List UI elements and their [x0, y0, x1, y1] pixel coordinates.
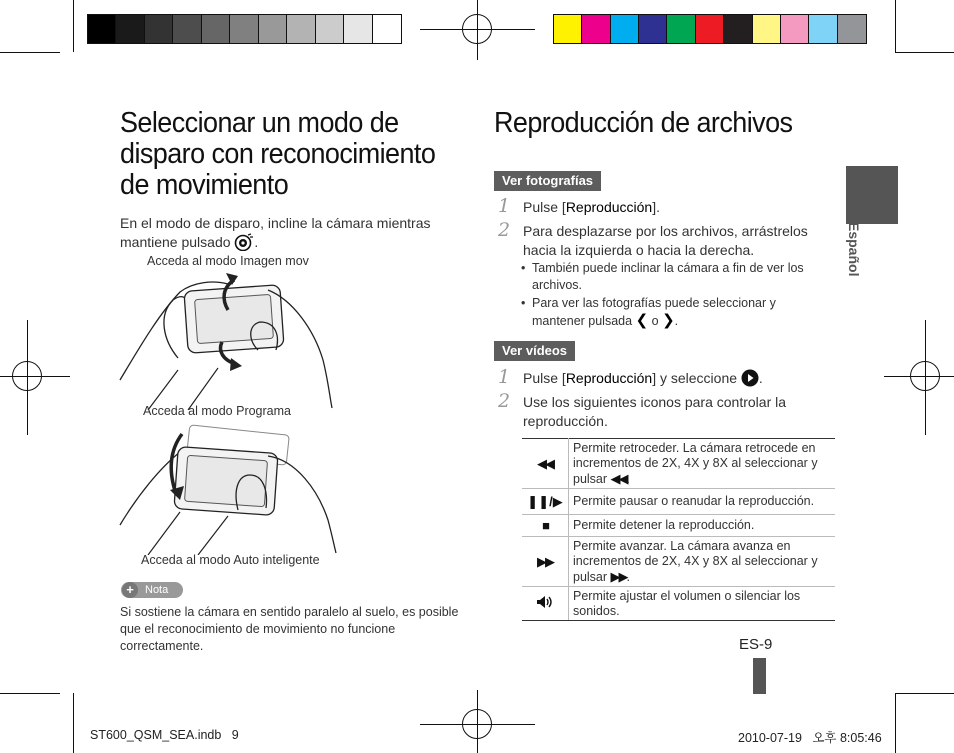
- photo-bullet-2-text: Para ver las fotografías puede seleccionar y mantener pulsada: [532, 296, 776, 328]
- caption-smart-auto-mode: Acceda al modo Auto inteligente: [141, 553, 320, 567]
- fast-forward-icon: ▶▶: [522, 537, 569, 587]
- page-number: ES-9: [739, 636, 773, 653]
- rewind-icon: ◀◀: [522, 439, 569, 489]
- gray-swatch: [116, 15, 144, 43]
- note-plus-icon: +: [122, 582, 138, 598]
- gray-swatch: [145, 15, 173, 43]
- table-row: [522, 537, 835, 587]
- photo-bullet-2: [532, 295, 832, 330]
- color-swatch: [582, 15, 610, 43]
- table-cell: Permite ajustar el volumen o silenciar los sonidos.: [569, 587, 836, 621]
- gray-swatch: [173, 15, 201, 43]
- color-swatch: [809, 15, 837, 43]
- video-step-2: Use los siguientes iconos para controlar la reproducción.: [523, 394, 787, 429]
- video-step-1: [523, 369, 833, 392]
- grayscale-color-bar: [87, 14, 402, 44]
- caption-program-mode: Acceda al modo Programa: [143, 404, 291, 418]
- motion-button-icon: [234, 233, 254, 256]
- illustration-tilt-vertical: [118, 270, 338, 410]
- gray-swatch: [287, 15, 315, 43]
- forward-tail: .: [626, 569, 631, 584]
- color-swatch: [639, 15, 667, 43]
- chevron-left-icon: ❮: [635, 312, 649, 329]
- color-swatch: [838, 15, 866, 43]
- photo-step-2: Para desplazarse por los archivos, arrástrelos hacia la izquierda o hacia la derecha.: [523, 223, 808, 258]
- gray-swatch: [230, 15, 258, 43]
- photo-step-1-post: ].: [652, 199, 660, 215]
- color-calibration-bar: [553, 14, 867, 44]
- color-swatch: [554, 15, 582, 43]
- language-tab-label: Español: [846, 222, 862, 277]
- stop-icon: ■: [522, 515, 569, 537]
- section-title-playback: Reproducción de archivos: [494, 107, 793, 139]
- photo-step-1-number: 1: [498, 195, 511, 217]
- forward-description: Permite avanzar. La cámara avanza en incrementos de 2X, 4X y 8X al seleccionar y pulsar: [573, 538, 818, 584]
- rewind-inline-icon: ◀◀: [610, 470, 627, 486]
- caption-movie-mode: Acceda al modo Imagen mov: [147, 254, 309, 268]
- video-step-1-end: .: [758, 370, 763, 386]
- section-label-videos: Ver vídeos: [494, 341, 575, 361]
- video-step-1-pre: Pulse [: [523, 370, 566, 386]
- photo-bullet-2-end: .: [674, 314, 679, 328]
- color-swatch: [724, 15, 752, 43]
- motion-intro: [120, 214, 460, 256]
- rewind-description: Permite retroceder. La cámara retrocede en incrementos de 2X, 4X y 8X al seleccionar y pulsar: [573, 440, 818, 486]
- volume-icon: [522, 587, 569, 621]
- language-tab-block: [846, 166, 898, 224]
- table-row: [522, 515, 835, 537]
- video-step-1-post: ] y seleccione: [652, 370, 738, 386]
- color-swatch: [753, 15, 781, 43]
- rewind-tail: .: [626, 471, 631, 486]
- section-title-motion: Seleccionar un modo de disparo con reconocimiento de movimiento: [120, 107, 436, 201]
- photo-step-1: [523, 198, 833, 217]
- motion-intro-end: .: [254, 234, 259, 250]
- color-swatch: [667, 15, 695, 43]
- motion-intro-text: En el modo de disparo, incline la cámara mientras mantiene pulsado: [120, 215, 431, 250]
- table-row: [522, 587, 835, 621]
- table-cell: [569, 439, 836, 489]
- gray-swatch: [344, 15, 372, 43]
- table-cell: Permite pausar o reanudar la reproducción.: [569, 489, 836, 515]
- photo-bullet-1: • También puede inclinar la cámara a fin de ver los archivos.: [532, 260, 832, 294]
- table-cell: [569, 537, 836, 587]
- photo-step-1-pre: Pulse [: [523, 199, 566, 215]
- photo-bullet-2-or: o: [651, 314, 659, 328]
- gray-swatch: [316, 15, 344, 43]
- illustration-tilt-horizontal: [118, 420, 338, 555]
- chevron-right-icon: ❯: [662, 312, 675, 329]
- note-badge: [121, 582, 183, 598]
- video-step-1-playback-key: Reproducción: [565, 370, 653, 386]
- color-swatch: [696, 15, 724, 43]
- note-label: Nota: [145, 584, 169, 596]
- photo-step-1-playback-key: Reproducción: [565, 199, 653, 215]
- video-step-1-number: 1: [498, 366, 511, 388]
- section-label-photos: Ver fotografías: [494, 171, 601, 191]
- photo-step-2-number: 2: [498, 219, 511, 241]
- footer-datetime: 2010-07-19 오후 8:05:46: [738, 731, 882, 745]
- table-cell: Permite detener la reproducción.: [569, 515, 836, 537]
- pause-play-icon: ❚❚/▶: [522, 489, 569, 515]
- video-step-2-number: 2: [498, 390, 511, 412]
- play-circle-icon: [741, 369, 759, 392]
- table-row: [522, 489, 835, 515]
- note-text: Si sostiene la cámara en sentido paralelo al suelo, es posible que el reconocimiento de movimiento no funcione correctamente.: [120, 605, 459, 653]
- color-swatch: [781, 15, 809, 43]
- gray-swatch: [202, 15, 230, 43]
- gray-swatch: [373, 15, 401, 43]
- forward-inline-icon: ▶▶: [610, 568, 627, 584]
- playback-controls-table: [522, 438, 835, 621]
- gray-swatch: [259, 15, 287, 43]
- table-row: [522, 439, 835, 489]
- gray-swatch: [88, 15, 116, 43]
- color-swatch: [611, 15, 639, 43]
- footer-file-info: ST600_QSM_SEA.indb 9: [90, 728, 239, 742]
- page-number-bar: [753, 658, 766, 694]
